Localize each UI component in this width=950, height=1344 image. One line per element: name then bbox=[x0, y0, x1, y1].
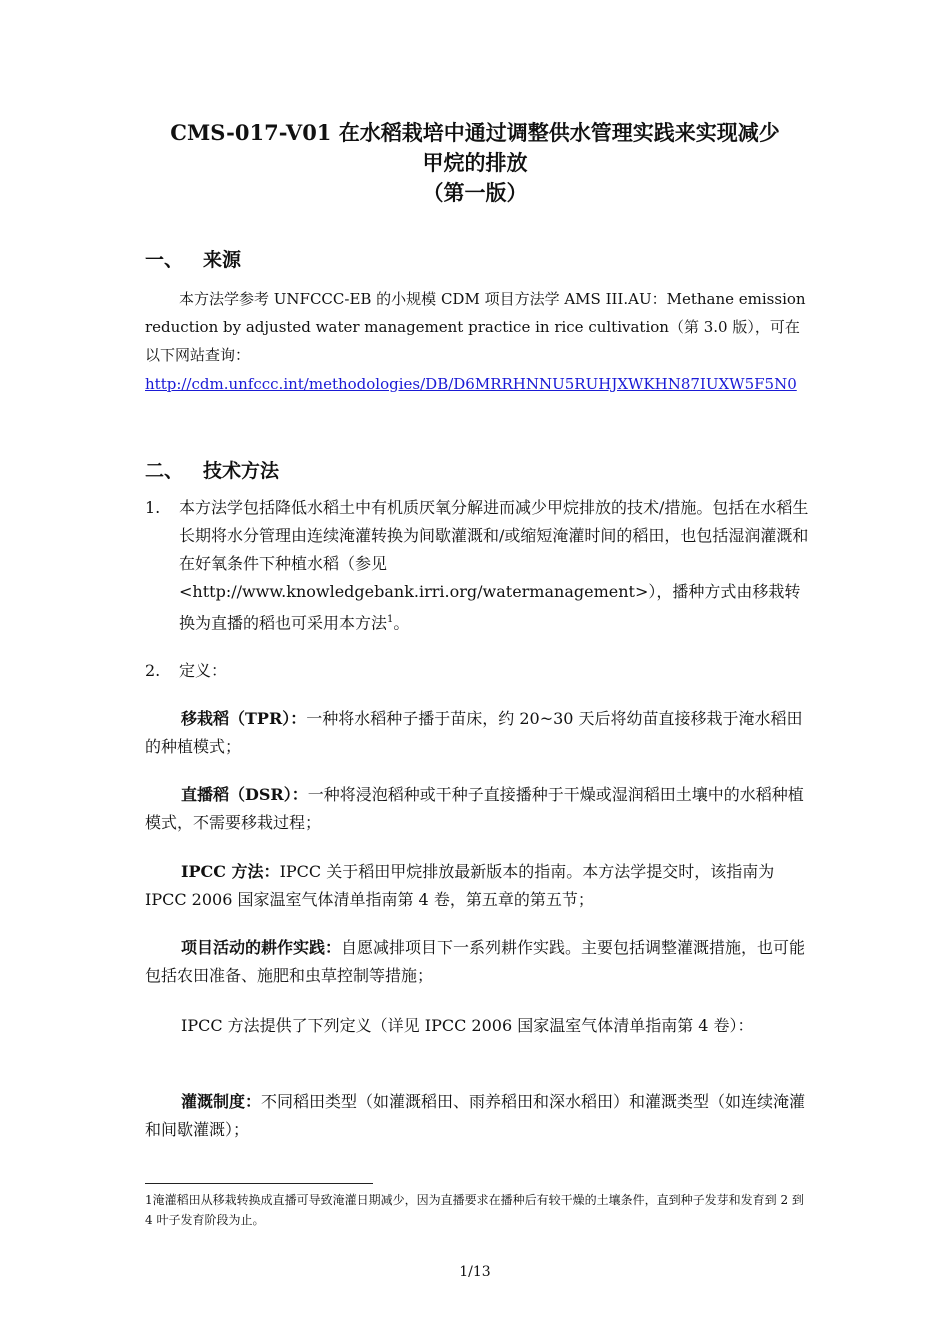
section-1-number: 一、 bbox=[145, 249, 184, 271]
section-1-paragraph: 本方法学参考 UNFCCC-EB 的小规模 CDM 项目方法学 AMS III.AU：Methane emission reduction by adjusted water management practice in rice cultivation（第 3.0 版），可在以下网站查询： bbox=[145, 290, 806, 364]
title-line-2: 甲烷的排放 bbox=[422, 150, 528, 175]
definition-irrigation-text: 不同稻田类型（如灌溉稻田、雨养稻田和深水稻田）和灌溉类型（如连续淹灌和间歇灌溉）； bbox=[145, 1092, 806, 1139]
footnote-separator bbox=[145, 1183, 373, 1184]
title-line-3: （第一版） bbox=[422, 180, 528, 205]
methodology-link[interactable]: http://cdm.unfccc.int/methodologies/DB/D6MRRHNNU5RUHJXWKHN87IUXW5F5N0 bbox=[145, 375, 797, 393]
definition-tpr-text: 一种将水稻种子播于苗床，约 20~30 天后将幼苗直接移栽于淹水稻田的种植模式； bbox=[145, 709, 803, 756]
definition-ipcc bbox=[145, 858, 810, 914]
list-item-2 bbox=[145, 657, 810, 685]
list-item-2-text: 定义： bbox=[179, 661, 228, 680]
ipcc-definitions-intro: IPCC 方法提供了下列定义（详见 IPCC 2006 国家温室气体清单指南第 4 卷）： bbox=[181, 1016, 754, 1035]
definition-tpr bbox=[145, 705, 810, 761]
list-item-2-number: 2. bbox=[145, 661, 161, 680]
list-item-1-number: 1. bbox=[145, 498, 161, 517]
list-item-1-text-wrap bbox=[179, 494, 810, 637]
footnote-marker[interactable]: 1 bbox=[387, 614, 394, 625]
footnote: 1淹灌稻田从移栽转换成直播可导致淹灌日期减少，因为直播要求在播种后有较干燥的土壤条件，直到种子发芽和发育到 2 到 4 叶子发育阶段为止。 bbox=[145, 1193, 804, 1227]
list-item-1-text: 本方法学包括降低水稻土中有机质厌氧分解进而减少甲烷排放的技术/措施。包括在水稻生长期将水分管理由连续淹灌转换为间歇灌溉和/或缩短淹灌时间的稻田，也包括湿润灌溉和在好氧条件下种植水稻（参见<http://www.knowledgebank.irri.org/watermanagement>），播种方式由移栽转换为直播的稻也可采用本方法 bbox=[179, 498, 809, 633]
definition-dsr bbox=[145, 781, 810, 837]
section-1-title: 来源 bbox=[203, 249, 242, 271]
methodology-link-wrap bbox=[145, 370, 810, 398]
definition-ipcc-term: IPCC 方法： bbox=[181, 862, 280, 881]
definition-ipcc-text: IPCC 关于稻田甲烷排放最新版本的指南。本方法学提交时，该指南为 IPCC 2006 国家温室气体清单指南第 4 卷，第五章的第五节； bbox=[145, 862, 775, 909]
definition-dsr-term: 直播稻（DSR）： bbox=[181, 785, 308, 804]
definition-practice-term: 项目活动的耕作实践： bbox=[181, 938, 342, 957]
list-item-1-end: 。 bbox=[393, 613, 410, 633]
title-line-1: CMS-017-V01 在水稻栽培中通过调整供水管理实践来实现减少 bbox=[170, 120, 780, 145]
definition-tpr-term: 移栽稻（TPR）： bbox=[181, 709, 307, 728]
definition-dsr-text: 一种将浸泡稻种或干种子直接播种于干燥或湿润稻田土壤中的水稻种植模式，不需要移栽过程； bbox=[145, 785, 804, 832]
section-2-heading bbox=[145, 456, 279, 483]
document-title bbox=[120, 118, 830, 208]
definition-irrigation bbox=[145, 1088, 810, 1144]
list-item-1 bbox=[145, 494, 810, 637]
definition-practice bbox=[145, 934, 810, 990]
definition-irrigation-term: 灌溉制度： bbox=[181, 1092, 262, 1111]
page-number: 1/13 bbox=[459, 1264, 491, 1280]
section-2-title: 技术方法 bbox=[203, 460, 280, 482]
definition-practice-text: 自愿减排项目下一系列耕作实践。主要包括调整灌溉措施，也可能包括农田准备、施肥和虫草控制等措施； bbox=[145, 938, 806, 985]
section-2-number: 二、 bbox=[145, 460, 184, 482]
section-1-heading bbox=[145, 245, 241, 272]
